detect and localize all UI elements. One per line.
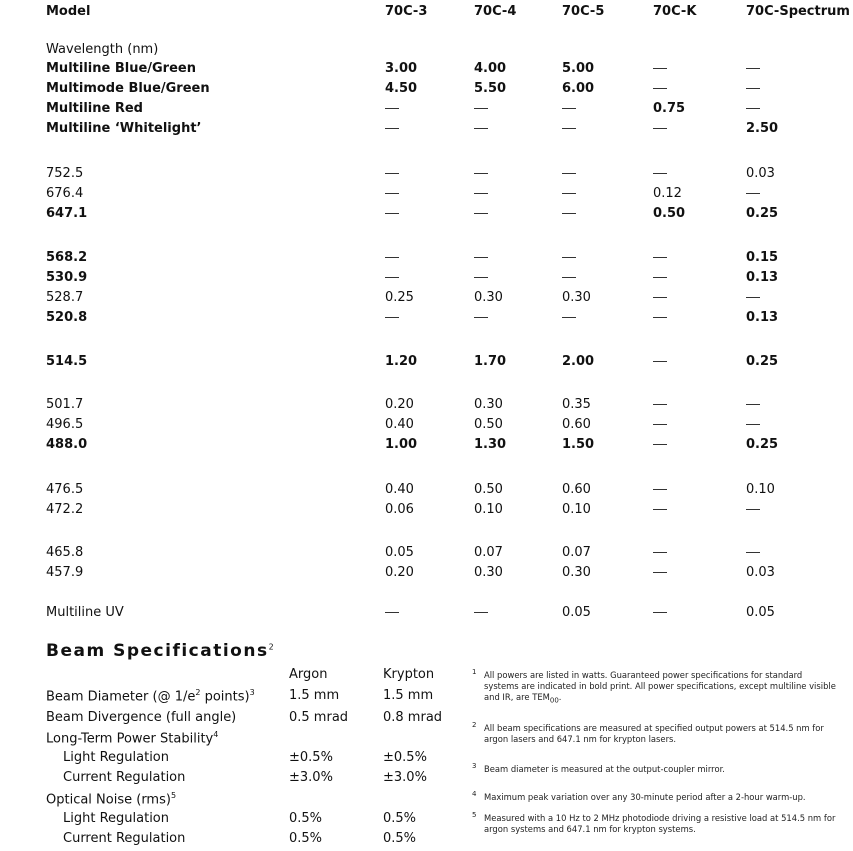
dash-mark bbox=[746, 297, 760, 298]
table-cell: 0.30 bbox=[562, 565, 591, 580]
krypton-value: 0.5% bbox=[383, 811, 417, 826]
beam-col-krypton: Krypton bbox=[383, 667, 435, 682]
table-cell: 3.00 bbox=[385, 61, 418, 76]
row-label: 568.2 bbox=[46, 250, 88, 265]
table-cell: 0.75 bbox=[653, 101, 686, 116]
table-cell bbox=[562, 206, 576, 221]
dash-mark bbox=[562, 277, 576, 278]
row-label: 520.8 bbox=[46, 310, 88, 325]
row-label: Multiline Red bbox=[46, 101, 143, 116]
table-cell bbox=[653, 605, 667, 620]
dash-mark bbox=[653, 612, 667, 613]
table-cell: 2.00 bbox=[562, 354, 595, 369]
dash-mark bbox=[653, 572, 667, 573]
table-cell bbox=[653, 166, 667, 181]
table-cell bbox=[653, 81, 667, 96]
dash-mark bbox=[562, 128, 576, 129]
beam-col-argon: Argon bbox=[289, 667, 328, 682]
beam-specifications-title bbox=[46, 641, 274, 661]
dash-mark bbox=[474, 257, 488, 258]
row-label: 488.0 bbox=[46, 437, 88, 452]
beam-spec-label-text: Optical Noise (rms) bbox=[46, 792, 171, 808]
row-label: Multiline UV bbox=[46, 605, 124, 620]
table-cell bbox=[653, 121, 667, 136]
table-cell: 5.00 bbox=[562, 61, 595, 76]
footnote-mark: 1 bbox=[472, 668, 477, 676]
table-cell bbox=[746, 397, 760, 412]
footnote-mark: 5 bbox=[472, 811, 477, 819]
dash-mark bbox=[385, 277, 399, 278]
dash-mark bbox=[562, 213, 576, 214]
krypton-value: 0.5% bbox=[383, 831, 417, 846]
dash-mark bbox=[746, 424, 760, 425]
krypton-value: ±3.0% bbox=[383, 770, 427, 785]
table-cell: 0.13 bbox=[746, 270, 779, 285]
dash-mark bbox=[474, 128, 488, 129]
row-label: 752.5 bbox=[46, 166, 84, 181]
dash-mark bbox=[653, 489, 667, 490]
table-cell: 2.50 bbox=[746, 121, 779, 136]
dash-mark bbox=[385, 213, 399, 214]
argon-value: ±0.5% bbox=[289, 750, 333, 765]
header-model-label: Model bbox=[46, 4, 91, 19]
table-cell bbox=[385, 605, 399, 620]
table-cell: 0.30 bbox=[474, 397, 503, 412]
table-cell: 0.10 bbox=[562, 502, 591, 517]
row-label: 472.2 bbox=[46, 502, 84, 517]
table-cell: 0.05 bbox=[746, 605, 775, 620]
beam-spec-label-text: Current Regulation bbox=[63, 831, 186, 846]
table-cell: 0.25 bbox=[746, 354, 779, 369]
table-cell bbox=[385, 310, 399, 325]
table-cell bbox=[653, 545, 667, 560]
table-cell bbox=[653, 290, 667, 305]
footnote bbox=[472, 721, 839, 745]
table-cell: 0.30 bbox=[474, 565, 503, 580]
beam-spec-label bbox=[46, 688, 255, 704]
table-cell bbox=[562, 166, 576, 181]
table-cell bbox=[562, 310, 576, 325]
row-label: 476.5 bbox=[46, 482, 84, 497]
table-cell bbox=[474, 270, 488, 285]
table-cell bbox=[385, 270, 399, 285]
footnote-mark: 2 bbox=[472, 721, 477, 729]
dash-mark bbox=[385, 317, 399, 318]
table-cell: 0.25 bbox=[746, 206, 779, 221]
table-cell: 0.25 bbox=[385, 290, 414, 305]
beam-spec-label bbox=[46, 710, 236, 725]
krypton-value: 0.8 mrad bbox=[383, 710, 443, 725]
dash-mark bbox=[385, 173, 399, 174]
footnote-text: Beam diameter is measured at the output-coupler mirror. bbox=[484, 764, 725, 774]
table-cell bbox=[385, 166, 399, 181]
dash-mark bbox=[474, 213, 488, 214]
table-cell bbox=[746, 290, 760, 305]
table-cell bbox=[385, 121, 399, 136]
column-header: 70C-5 bbox=[562, 4, 605, 19]
dash-mark bbox=[562, 317, 576, 318]
table-cell bbox=[385, 250, 399, 265]
row-label: Multimode Blue/Green bbox=[46, 81, 210, 96]
krypton-value: 1.5 mm bbox=[383, 688, 434, 703]
dash-mark bbox=[746, 108, 760, 109]
table-cell bbox=[385, 206, 399, 221]
beam-spec-label-suffix: points) bbox=[200, 689, 250, 705]
dash-mark bbox=[474, 612, 488, 613]
dash-mark bbox=[746, 552, 760, 553]
dash-mark bbox=[474, 173, 488, 174]
table-cell bbox=[746, 545, 760, 560]
table-cell: 1.70 bbox=[474, 354, 507, 369]
row-label: 457.9 bbox=[46, 565, 84, 580]
table-cell bbox=[746, 186, 760, 201]
beam-spec-label-text: Light Regulation bbox=[63, 750, 169, 765]
table-cell bbox=[562, 250, 576, 265]
beam-spec-label bbox=[46, 730, 218, 746]
beam-spec-footnote-ref: 3 bbox=[249, 688, 255, 697]
table-cell: 0.05 bbox=[385, 545, 414, 560]
beam-spec-label-text: Beam Divergence (full angle) bbox=[46, 710, 237, 725]
dash-mark bbox=[653, 444, 667, 445]
table-cell: 0.30 bbox=[474, 290, 503, 305]
table-cell bbox=[653, 482, 667, 497]
table-cell bbox=[653, 417, 667, 432]
footnote-text: Maximum peak variation over any 30-minute period after a 2-hour warm-up. bbox=[484, 792, 806, 802]
dash-mark bbox=[653, 257, 667, 258]
table-cell bbox=[653, 437, 667, 452]
dash-mark bbox=[653, 88, 667, 89]
footnote-tail: . bbox=[558, 692, 562, 702]
row-label: 501.7 bbox=[46, 397, 84, 412]
table-cell bbox=[385, 186, 399, 201]
argon-value: 1.5 mm bbox=[289, 688, 340, 703]
table-cell: 0.10 bbox=[746, 482, 775, 497]
table-cell: 0.50 bbox=[474, 482, 503, 497]
dash-mark bbox=[385, 108, 399, 109]
table-cell bbox=[474, 101, 488, 116]
table-cell bbox=[474, 605, 488, 620]
table-cell: 0.30 bbox=[562, 290, 591, 305]
table-cell bbox=[474, 250, 488, 265]
dash-mark bbox=[385, 257, 399, 258]
beam-spec-label bbox=[63, 811, 169, 826]
footnote bbox=[472, 790, 839, 803]
table-cell: 0.03 bbox=[746, 166, 775, 181]
table-cell bbox=[562, 121, 576, 136]
table-cell bbox=[653, 354, 667, 369]
table-cell: 0.03 bbox=[746, 565, 775, 580]
table-cell: 0.20 bbox=[385, 565, 414, 580]
beam-spec-footnote-ref: 4 bbox=[213, 730, 219, 739]
table-cell: 1.30 bbox=[474, 437, 507, 452]
table-cell bbox=[474, 121, 488, 136]
table-cell bbox=[562, 186, 576, 201]
row-label: Wavelength (nm) bbox=[46, 42, 159, 57]
dash-mark bbox=[562, 257, 576, 258]
dash-mark bbox=[653, 68, 667, 69]
column-header: 70C-3 bbox=[385, 4, 428, 19]
dash-mark bbox=[746, 88, 760, 89]
dash-mark bbox=[385, 612, 399, 613]
dash-mark bbox=[746, 509, 760, 510]
table-cell bbox=[474, 186, 488, 201]
row-label: 465.8 bbox=[46, 545, 84, 560]
table-cell: 0.15 bbox=[746, 250, 779, 265]
column-header: 70C-4 bbox=[474, 4, 517, 19]
footnote-text: Measured with a 10 Hz to 2 MHz photodiode driving a resistive load at 514.5 nm for argon systems and 647.1 nm for krypton systems. bbox=[484, 813, 836, 834]
table-cell: 0.40 bbox=[385, 482, 414, 497]
dash-mark bbox=[474, 277, 488, 278]
table-cell: 0.06 bbox=[385, 502, 414, 517]
dash-mark bbox=[653, 509, 667, 510]
table-cell: 1.20 bbox=[385, 354, 418, 369]
table-cell bbox=[746, 61, 760, 76]
table-cell bbox=[653, 310, 667, 325]
table-cell: 0.40 bbox=[385, 417, 414, 432]
dash-mark bbox=[385, 128, 399, 129]
table-cell: 0.10 bbox=[474, 502, 503, 517]
footnote-subscript: 00 bbox=[549, 696, 559, 705]
dash-mark bbox=[653, 297, 667, 298]
dash-mark bbox=[653, 552, 667, 553]
dash-mark bbox=[653, 317, 667, 318]
table-cell: 0.60 bbox=[562, 482, 591, 497]
row-label: Multiline ‘Whitelight’ bbox=[46, 121, 202, 136]
beam-spec-label bbox=[46, 791, 176, 807]
footnote-mark: 3 bbox=[472, 762, 477, 770]
table-cell: 0.20 bbox=[385, 397, 414, 412]
table-cell bbox=[653, 502, 667, 517]
table-cell bbox=[746, 417, 760, 432]
table-cell bbox=[653, 61, 667, 76]
row-label: 530.9 bbox=[46, 270, 88, 285]
beam-spec-label-text: Current Regulation bbox=[63, 770, 186, 785]
beam-specifications-title-footnote: 2 bbox=[268, 642, 274, 652]
table-cell: 0.13 bbox=[746, 310, 779, 325]
dash-mark bbox=[653, 128, 667, 129]
table-cell: 6.00 bbox=[562, 81, 595, 96]
row-label: 647.1 bbox=[46, 206, 88, 221]
beam-spec-label bbox=[63, 831, 185, 846]
table-cell bbox=[474, 310, 488, 325]
footnote-text: All beam specifications are measured at specified output powers at 514.5 nm for argon lasers and 647.1 nm for krypton lasers. bbox=[484, 723, 824, 744]
beam-spec-label-text: Long-Term Power Stability bbox=[46, 731, 214, 747]
table-cell: 0.12 bbox=[653, 186, 682, 201]
column-header: 70C-Spectrum bbox=[746, 4, 850, 19]
column-header: 70C-K bbox=[653, 4, 697, 19]
dash-mark bbox=[653, 404, 667, 405]
table-cell: 4.50 bbox=[385, 81, 418, 96]
table-cell: 5.50 bbox=[474, 81, 507, 96]
table-cell bbox=[653, 270, 667, 285]
table-cell bbox=[474, 206, 488, 221]
argon-value: ±3.0% bbox=[289, 770, 333, 785]
row-label: 528.7 bbox=[46, 290, 84, 305]
dash-mark bbox=[562, 173, 576, 174]
table-cell: 0.35 bbox=[562, 397, 591, 412]
table-cell bbox=[474, 166, 488, 181]
table-cell bbox=[562, 270, 576, 285]
dash-mark bbox=[653, 361, 667, 362]
beam-spec-label-text: Beam Diameter (@ 1/e bbox=[46, 689, 196, 705]
table-cell: 0.25 bbox=[746, 437, 779, 452]
dash-mark bbox=[746, 68, 760, 69]
beam-spec-footnote-ref: 5 bbox=[170, 791, 177, 800]
table-cell bbox=[562, 101, 576, 116]
table-cell bbox=[653, 565, 667, 580]
footnote bbox=[472, 762, 839, 775]
dash-mark bbox=[562, 193, 576, 194]
row-label: 496.5 bbox=[46, 417, 84, 432]
table-cell: 0.07 bbox=[562, 545, 591, 560]
dash-mark bbox=[653, 277, 667, 278]
table-cell: 0.60 bbox=[562, 417, 591, 432]
footnote bbox=[472, 811, 839, 835]
argon-value: 0.5 mrad bbox=[289, 710, 349, 725]
table-cell: 4.00 bbox=[474, 61, 507, 76]
footnote-mark: 4 bbox=[472, 790, 477, 798]
footnote bbox=[472, 668, 839, 707]
table-cell: 1.50 bbox=[562, 437, 595, 452]
krypton-value: ±0.5% bbox=[383, 750, 427, 765]
table-cell bbox=[653, 250, 667, 265]
row-label: 514.5 bbox=[46, 354, 88, 369]
table-cell bbox=[746, 81, 760, 96]
table-cell: 0.50 bbox=[474, 417, 503, 432]
beam-specifications-title-text: Beam Specifications bbox=[46, 641, 269, 661]
beam-spec-label bbox=[63, 770, 185, 785]
table-cell: 0.50 bbox=[653, 206, 686, 221]
argon-value: 0.5% bbox=[289, 831, 323, 846]
table-cell: 0.05 bbox=[562, 605, 591, 620]
dash-mark bbox=[653, 173, 667, 174]
footnote-text: All powers are listed in watts. Guaranteed power specifications for standard systems are indicated in bold print. All power specifications, except multiline visible and IR, are TEM bbox=[484, 670, 836, 702]
table-cell bbox=[385, 101, 399, 116]
beam-spec-label-text: Light Regulation bbox=[63, 811, 169, 826]
table-cell bbox=[653, 397, 667, 412]
dash-mark bbox=[474, 317, 488, 318]
dash-mark bbox=[746, 404, 760, 405]
table-cell bbox=[746, 502, 760, 517]
dash-mark bbox=[385, 193, 399, 194]
row-label: 676.4 bbox=[46, 186, 84, 201]
table-cell: 0.07 bbox=[474, 545, 503, 560]
beam-spec-label bbox=[63, 750, 169, 765]
dash-mark bbox=[653, 424, 667, 425]
dash-mark bbox=[474, 193, 488, 194]
dash-mark bbox=[562, 108, 576, 109]
beam-spec-superscript: 2 bbox=[195, 688, 201, 697]
table-cell: 1.00 bbox=[385, 437, 418, 452]
dash-mark bbox=[474, 108, 488, 109]
argon-value: 0.5% bbox=[289, 811, 323, 826]
dash-mark bbox=[746, 193, 760, 194]
table-cell bbox=[746, 101, 760, 116]
row-label: Multiline Blue/Green bbox=[46, 61, 196, 76]
